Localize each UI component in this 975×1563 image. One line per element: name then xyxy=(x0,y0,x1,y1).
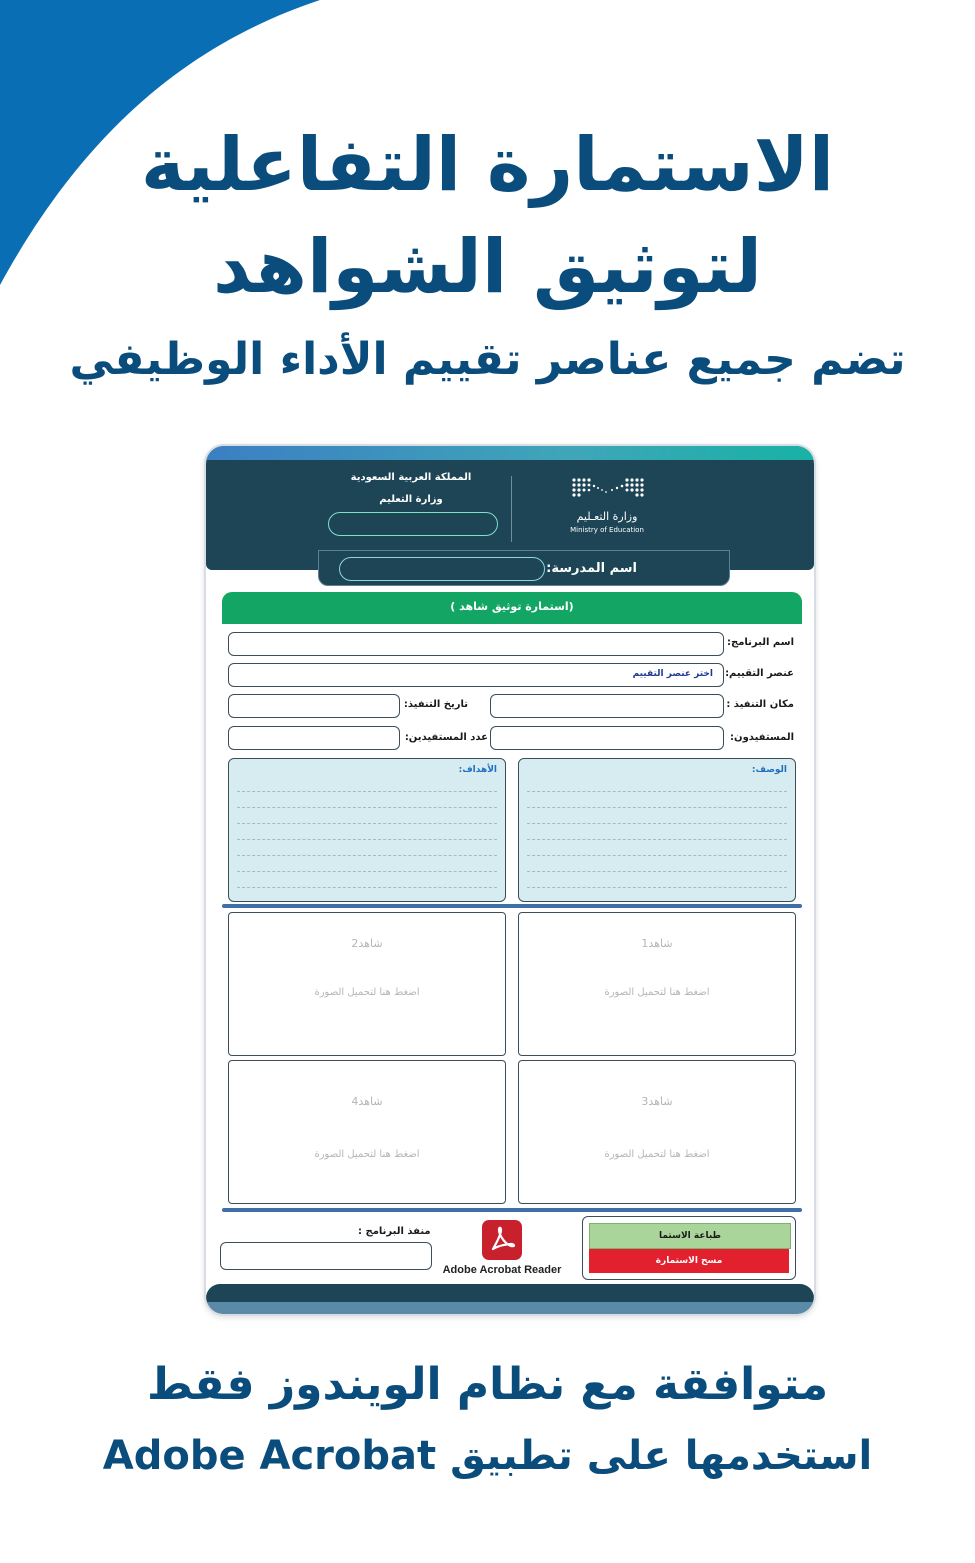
usage-text: استخدمها على تطبيق Adobe Acrobat xyxy=(102,1433,873,1479)
evidence-4-upload[interactable] xyxy=(228,1060,506,1204)
evidence-4-hint: اضغط هنا لتحميل الصورة xyxy=(314,1149,420,1160)
headline-line2: لتوثيق الشواهد xyxy=(212,224,763,310)
section-divider xyxy=(222,904,802,908)
beneficiaries-input[interactable] xyxy=(490,726,724,750)
kingdom-text: المملكة العربية السعودية xyxy=(350,472,472,483)
headline-subtitle: تضم جميع عناصر تقييم الأداء الوظيفي xyxy=(69,334,906,385)
evidence-1-hint: اضغط هنا لتحميل الصورة xyxy=(604,987,710,998)
beneficiaries-label: المستفيدون: xyxy=(730,732,794,743)
executor-label: منفذ البرنامج : xyxy=(358,1226,431,1237)
headline-line1: الاستمارة التفاعلية xyxy=(140,122,835,208)
section-divider-bottom xyxy=(222,1208,802,1212)
objectives-label: الأهداف: xyxy=(458,765,497,775)
evidence-4-title: شاهد4 xyxy=(351,1095,383,1108)
date-label: تاريخ التنفيذ: xyxy=(403,699,468,710)
form-footer-strip xyxy=(206,1302,814,1314)
form-preview xyxy=(204,444,816,1316)
executor-input[interactable] xyxy=(220,1242,432,1270)
school-name-input[interactable] xyxy=(339,557,545,581)
acrobat-label: Adobe Acrobat Reader xyxy=(442,1264,562,1276)
evidence-1-title: شاهد1 xyxy=(641,937,673,950)
evidence-1-upload[interactable] xyxy=(518,912,796,1056)
header-separator xyxy=(511,476,512,542)
ministry-text: وزارة التعليم xyxy=(379,494,443,505)
evaluation-select-value: اختر عنصر التقييم xyxy=(632,669,713,679)
moe-logo-icon xyxy=(562,474,652,508)
evidence-2-hint: اضغط هنا لتحميل الصورة xyxy=(314,987,420,998)
clear-form-button[interactable]: مسح الاستمارة xyxy=(589,1249,789,1273)
school-name-row xyxy=(318,550,730,586)
acrobat-pdf-icon xyxy=(482,1220,522,1260)
place-label: مكان التنفيذ : xyxy=(726,699,794,710)
logo-english-text: Ministry of Education xyxy=(570,526,644,534)
beneficiaries-count-input[interactable] xyxy=(228,726,400,750)
form-title-bar xyxy=(222,592,802,622)
objectives-box[interactable] xyxy=(228,758,506,902)
date-input[interactable] xyxy=(228,694,400,718)
place-input[interactable] xyxy=(490,694,724,718)
compatibility-text: متوافقة مع نظام الويندوز فقط xyxy=(146,1359,829,1410)
logo-arabic-text: وزارة التعـليم xyxy=(576,510,638,523)
beneficiaries-count-label: عدد المستفيدين: xyxy=(404,732,488,743)
evaluation-element-select[interactable] xyxy=(228,663,724,687)
header-gradient-strip xyxy=(206,446,814,460)
form-actions xyxy=(582,1216,796,1280)
evidence-3-upload[interactable] xyxy=(518,1060,796,1204)
evidence-3-hint: اضغط هنا لتحميل الصورة xyxy=(604,1149,710,1160)
evidence-2-upload[interactable] xyxy=(228,912,506,1056)
ministry-logo xyxy=(562,474,652,544)
evidence-2-title: شاهد2 xyxy=(351,937,383,950)
form-title: (استمارة توثيق شاهد ) xyxy=(450,600,574,613)
form-title-underline xyxy=(222,622,802,624)
evaluation-element-label: عنصر التقييم: xyxy=(725,668,794,679)
description-label: الوصف: xyxy=(751,765,787,775)
program-name-input[interactable] xyxy=(228,632,724,656)
header-input[interactable] xyxy=(328,512,498,536)
description-box[interactable] xyxy=(518,758,796,902)
program-name-label: اسم البرنامج: xyxy=(727,637,794,648)
evidence-3-title: شاهد3 xyxy=(641,1095,673,1108)
school-name-label: اسم المدرسة: xyxy=(546,561,637,576)
print-form-button[interactable]: طباعة الاستما xyxy=(589,1223,791,1249)
